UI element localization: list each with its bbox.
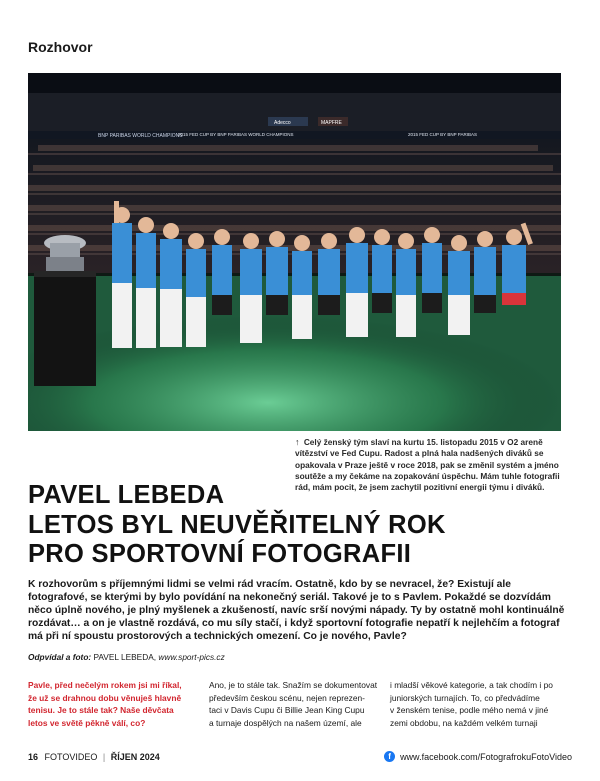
caption-text: Celý ženský tým slaví na kurtu 15. listopadu 2015 v O2 areně vítězství ve Fed Cupu. Radost a plná hala nadšených diváků se opakovala v Praze ještě v roce 2018, pak se změnil systém a jméno soutěže a my čekáme na zopakování úspěchu. Mám tuhle fotografii rád, mám pocit, že jsem zachytil pozitivní energii týmu i diváků.: [295, 437, 560, 493]
credit-url[interactable]: www.sport-pics.cz: [158, 652, 225, 662]
arrow-up-icon: ↑: [295, 437, 300, 447]
answer-line: zemi obdobu, na každém velkém turnaji: [390, 717, 538, 728]
footer-separator: |: [102, 752, 106, 762]
facebook-icon: f: [384, 751, 395, 762]
answer-line: i mladší věkové kategorie, a tak chodím i po: [390, 680, 553, 690]
page-number: 16: [28, 752, 39, 762]
board-text-left: BNP PARIBAS WORLD CHAMPIONS: [98, 133, 183, 139]
credit-line: [28, 652, 225, 662]
answer-column-2: [390, 679, 565, 729]
article-headline: [28, 481, 588, 570]
sponsor-2: MAPFRE: [321, 120, 342, 126]
question-line: že už se drahnou dobu věnuješ hlavně: [28, 692, 182, 703]
lead-paragraph: K rozhovorům s příjemnými lidmi se velmi rád vracím. Ostatně, kdo by se nevracel, že? Existují ale fotografové, se kterými by bylo povídání na nekonečný seriál. Takové je to s Pavlem. Pokaždé se dozvídám něco úplně nového, je plný myšlenek a zkušeností, navíc srší novými nápady. Ty by ostatně mohl kontinuálně rozdávat… a on je vlastně rozdává, co mu síly stačí, i když sportovní fotografie nepatří k nejlehčím a fotograf má při ní spoustu prostorových a technických omezení. Co je nového, Pavle?: [28, 579, 565, 643]
question-line: letos ve světě pěkně válí, co?: [28, 717, 146, 728]
photo-illustration: [28, 73, 561, 431]
sponsor-1: Adecco: [274, 120, 291, 126]
question-column: [28, 679, 198, 729]
answer-column-1: [209, 679, 379, 729]
page-footer: [28, 752, 160, 762]
headline-line-1: PAVEL LEBEDA: [28, 481, 225, 509]
answer-line: taci v Davis Cupu či Billie Jean King Cupu: [209, 705, 365, 716]
answer-line: v ženském tenise, podle mého nemá v jiné: [390, 705, 549, 716]
headline-line-3: PRO SPORTOVNÍ FOTOGRAFII: [28, 540, 412, 568]
question-line: Pavle, před nečelým rokem jsi mi říkal,: [28, 680, 182, 690]
answer-line: a turnaje dospělých na našem území, ale: [209, 717, 362, 728]
board-text-main: 2015 FED CUP BY BNP PARIBAS WORLD CHAMPIONS: [178, 132, 294, 137]
issue-date: ŘÍJEN 2024: [110, 752, 160, 762]
section-label: Rozhovor: [28, 39, 93, 55]
credit-label: Odpvídal a foto:: [28, 652, 92, 662]
headline-line-2: LETOS BYL NEUVĚŘITELNÝ ROK: [28, 510, 446, 539]
answer-line: juniorských turnajích. To, co předvádíme: [390, 692, 540, 703]
answer-line: Ano, je to stále tak. Snažím se dokumentovat: [209, 680, 378, 690]
facebook-url[interactable]: www.facebook.com/FotografrokuFotoVideo: [400, 751, 572, 762]
board-text-right: 2015 FED CUP BY BNP PARIBAS: [408, 132, 477, 137]
answer-line: především českou scénu, nejen reprezen-: [209, 692, 365, 703]
facebook-link[interactable]: [384, 751, 572, 762]
team-celebration-photo: [28, 73, 561, 431]
question-line: tenisu. Je to stále tak? Naše děvčata: [28, 705, 174, 716]
credit-name: PAVEL LEBEDA,: [93, 652, 157, 662]
magazine-name: FOTOVIDEO: [44, 752, 98, 762]
